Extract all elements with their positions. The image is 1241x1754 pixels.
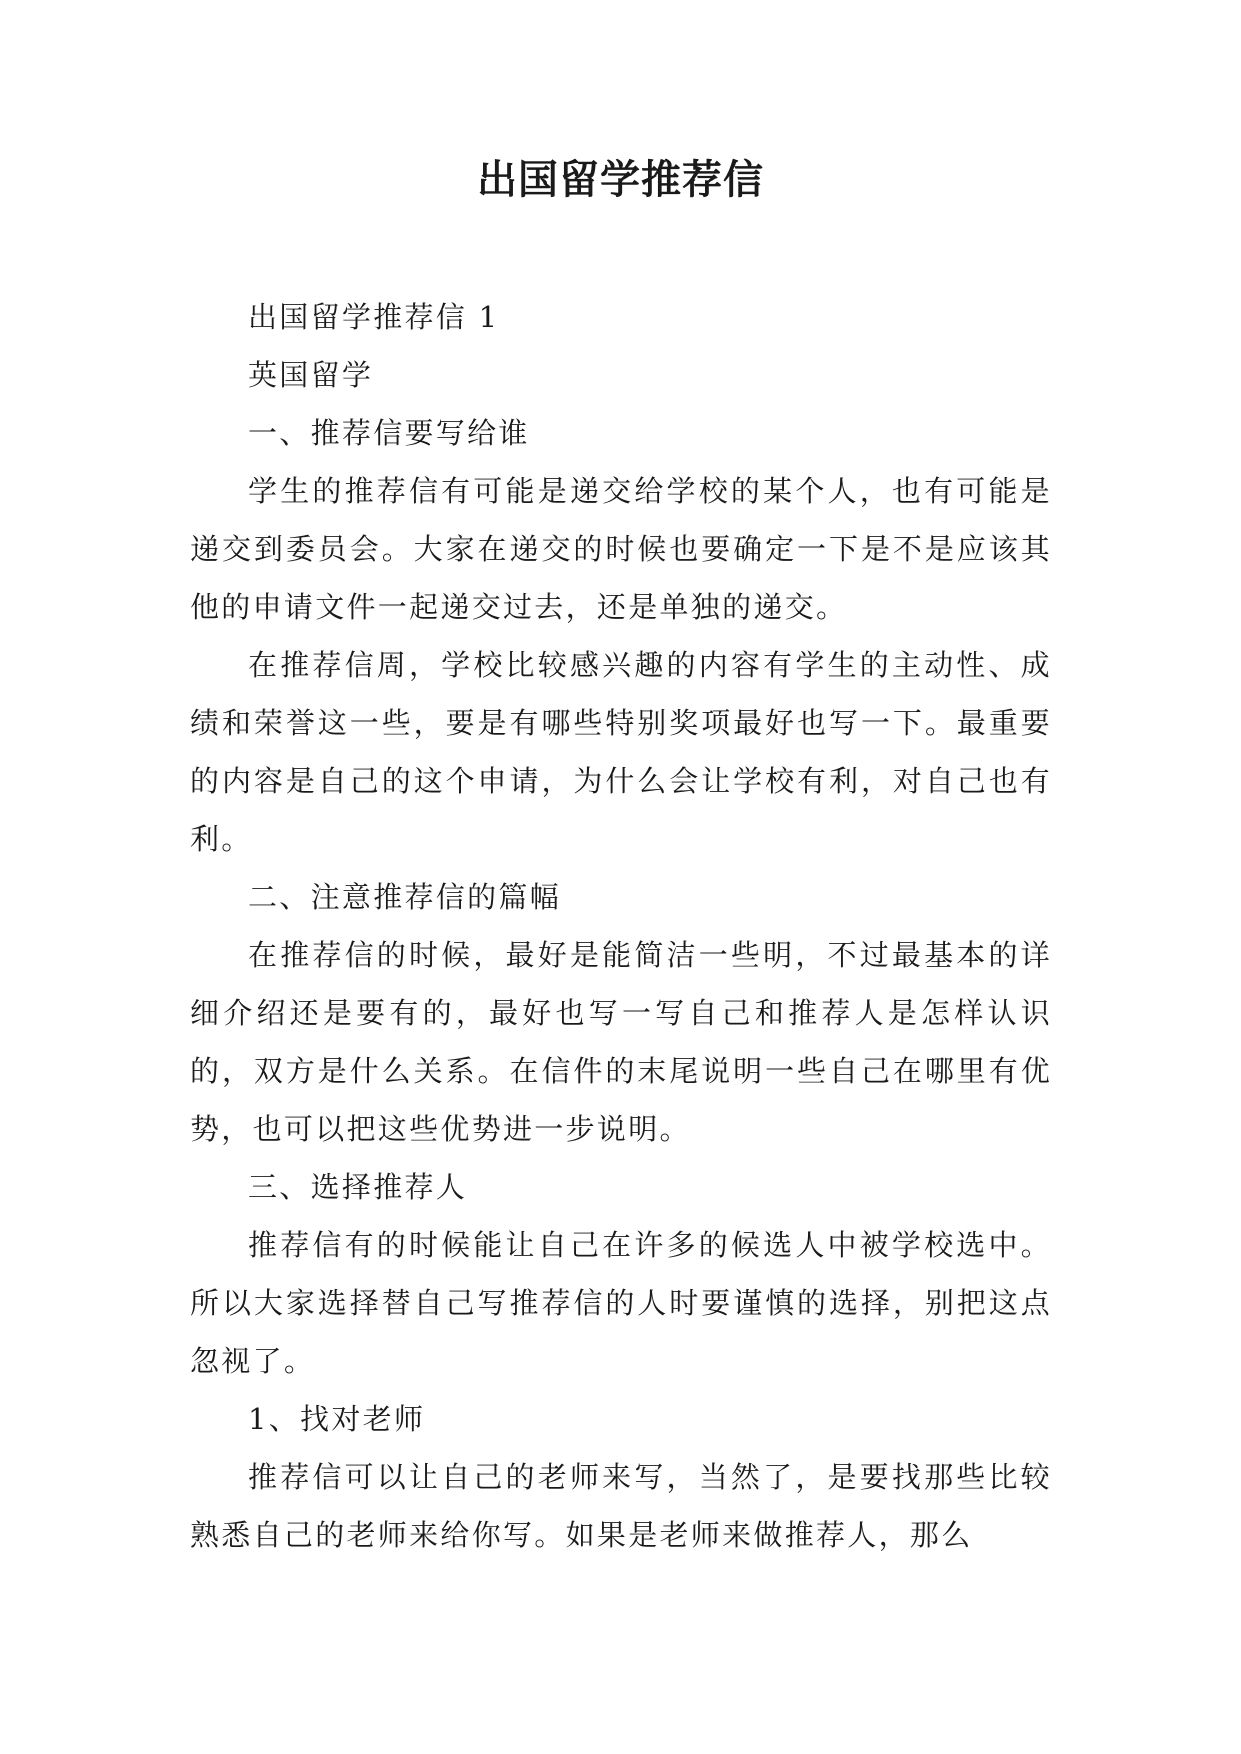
heading-paragraph: 一、推荐信要写给谁 (248, 416, 530, 450)
document-title: 出国留学推荐信 (477, 156, 764, 203)
subtitle-paragraph: 出国留学推荐信 1 (248, 300, 500, 334)
body-paragraph: 在推荐信周，学校比较感兴趣的内容有学生的主动性、成绩和荣誉这一些，要是有哪些特别奖项最好也写一下。最重要的内容是自己的这个申请，为什么会让学校有利，对自己也有利。 (190, 648, 1052, 856)
heading-paragraph: 二、注意推荐信的篇幅 (248, 880, 562, 914)
body-paragraph: 在推荐信的时候，最好是能简洁一些明，不过最基本的详细介绍还是要有的，最好也写一写自己和推荐人是怎样认识的，双方是什么关系。在信件的末尾说明一些自己在哪里有优势，也可以把这些优势进一步说明。 (190, 938, 1052, 1146)
body-paragraph: 推荐信可以让自己的老师来写，当然了，是要找那些比较熟悉自己的老师来给你写。如果是老师来做推荐人，那么 (190, 1460, 1052, 1552)
body-paragraph: 推荐信有的时候能让自己在许多的候选人中被学校选中。所以大家选择替自己写推荐信的人时要谨慎的选择，别把这点忽视了。 (190, 1228, 1052, 1378)
document-body (190, 288, 1052, 1564)
heading-paragraph: 1、找对老师 (248, 1402, 426, 1436)
body-paragraph: 学生的推荐信有可能是递交给学校的某个人，也有可能是递交到委员会。大家在递交的时候也要确定一下是不是应该其他的申请文件一起递交过去，还是单独的递交。 (190, 474, 1052, 624)
section-label-paragraph: 英国留学 (248, 358, 374, 392)
heading-paragraph: 三、选择推荐人 (248, 1170, 468, 1204)
